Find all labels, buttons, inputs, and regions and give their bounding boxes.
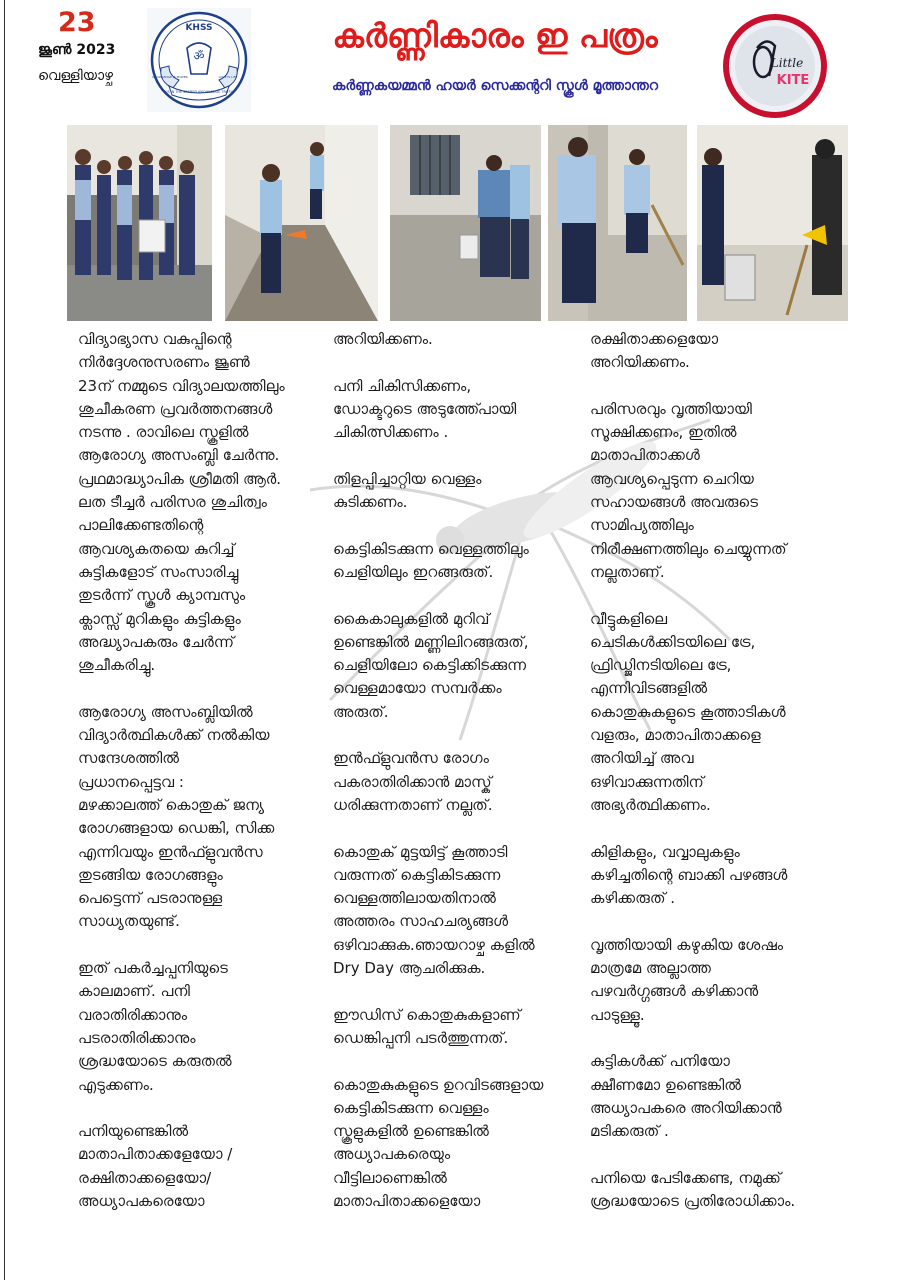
- article-line: അധ്യാപകരെയോ: [78, 1191, 205, 1210]
- article-line: ചെളിയിലോ കെട്ടിക്കിടക്കുന്ന: [333, 656, 527, 675]
- article-line: ചെളിയിലും ഇറങ്ങരുത്.: [333, 562, 494, 581]
- article-line: മാതാപിതാക്കളെയോ: [333, 1191, 481, 1210]
- article-line: ആവശ്യപ്പെടുന്ന ചെറിയ: [590, 469, 754, 488]
- article-line: അത്തരം സാഹചര്യങ്ങൾ: [333, 912, 509, 931]
- article-line: നടന്നു . രാവിലെ സ്കൂളിൽ: [78, 423, 249, 442]
- article-line: രോഗങ്ങളായ ഡെങ്കി, സിക്ക: [78, 819, 275, 838]
- article-column-1: [78, 328, 308, 1237]
- photo-assembly: [67, 125, 212, 321]
- photo-sweeping-corridor: [225, 125, 378, 321]
- article-line: പ്രധാനപ്പെട്ടവ :: [78, 772, 184, 791]
- article-line: കൊതുകുകളുടെ ഉറവിടങ്ങളായ: [333, 1075, 544, 1094]
- article-paragraph: [590, 934, 835, 1027]
- article-line: ഒഴിവാക്കുക.ഞായറാഴ്ച കളിൽ: [333, 935, 535, 954]
- article-line: കെട്ടികിടക്കുന്ന വെള്ളത്തിലും: [333, 539, 529, 558]
- article-line: ശ്രദ്ധയോടെ പ്രതിരോധിക്കാം.: [590, 1191, 796, 1210]
- article-line: ശുചീകരണ പ്രവർത്തനങ്ങൾ: [78, 399, 273, 418]
- kite-logo-little: Little: [770, 56, 804, 70]
- article-line: രക്ഷിതാക്കളെയോ: [590, 330, 719, 348]
- article-line: പെട്ടെന്ന് പടരാനുള്ള: [78, 889, 223, 908]
- article-line: കിളികളും, വവ്വാലുകളും: [590, 842, 740, 861]
- little-kite-logo: [721, 12, 829, 120]
- article-line: ഇൻഫ്ളുവൻസ രോഗം: [333, 749, 489, 768]
- article-line: ഡെങ്കിപ്പനി പടർത്തുന്നത്.: [333, 1028, 509, 1047]
- article-line: പനി ചികിസിക്കണം,: [333, 376, 472, 395]
- article-line: പടരാതിരിക്കാനും: [78, 1028, 196, 1047]
- article-line: തുടർന്ന് സ്കൂൾ ക്യാമ്പസും: [78, 586, 246, 605]
- article-paragraph: [333, 608, 568, 724]
- article-line: അറിയിക്കണം.: [590, 353, 690, 372]
- article-paragraph: [78, 328, 308, 677]
- article-paragraph: [78, 701, 308, 934]
- article-line: പനിയുണ്ടെങ്കിൽ: [78, 1122, 189, 1141]
- photo-strip: [0, 125, 907, 321]
- article-line: Dry Day ആചരിക്കുക.: [333, 959, 486, 978]
- article-line: പഴവർഗ്ഗങ്ങൾ കഴിക്കാൻ: [590, 982, 759, 1001]
- article-line: വൃത്തിയായി കഴുകിയ ശേഷം: [590, 935, 784, 954]
- article-line: ഫ്രിഡ്ജിനടിയിലെ ട്രേ,: [590, 656, 732, 675]
- article-line: ഇത് പകർച്ചപ്പനിയുടെ: [78, 959, 228, 978]
- article-line: കുട്ടികളോട് സംസാരിച്ചു: [78, 562, 239, 581]
- article-line: വീട്ടിലാണെങ്കിൽ: [333, 1168, 447, 1187]
- article-line: കുട്ടികൾക്ക് പനിയോ: [590, 1052, 730, 1071]
- article-line: സാധ്യതയുണ്ട്.: [78, 912, 180, 931]
- article-line: പാലിക്കേണ്ടതിന്റെ: [78, 516, 204, 535]
- article-line: അധ്യാപകരെയും: [333, 1145, 451, 1164]
- article-paragraph: [590, 608, 835, 818]
- article-line: നല്ലതാണ്.: [590, 562, 665, 581]
- article-paragraph: [590, 328, 835, 375]
- article-line: പ്രഥമാദ്ധ്യാപിക ശ്രീമതി ആർ.: [78, 469, 282, 488]
- article-line: അധ്യാപകരെ അറിയിക്കാൻ: [590, 1098, 782, 1117]
- kite-logo-kite: KITE: [776, 73, 810, 88]
- article-paragraph: [333, 375, 568, 445]
- article-paragraph: [590, 841, 835, 911]
- article-line: ആരോഗ്യ അസംബ്ലി ചേർന്നു.: [78, 446, 280, 465]
- article-line: മടിക്കരുത് .: [590, 1122, 669, 1141]
- article-paragraph: [333, 328, 568, 351]
- article-line: പനിയെ പേടിക്കേണ്ട, നമുക്ക്: [590, 1168, 781, 1187]
- article-line: അറിയിക്കണം.: [333, 330, 433, 348]
- article-line: രക്ഷിതാക്കളെയോ/: [78, 1168, 212, 1187]
- article-line: മാത്രമേ അല്ലാത്ത: [590, 959, 711, 978]
- article-paragraph: [333, 1004, 568, 1051]
- school-logo-initials: KHSS: [185, 23, 213, 33]
- article-paragraph: [590, 1050, 835, 1143]
- article-line: കഴിക്കരുത് .: [590, 889, 676, 908]
- article-paragraph: [590, 1167, 835, 1214]
- article-line: ശുചീകരിച്ചു.: [78, 656, 156, 675]
- article-column-2: [333, 328, 568, 1237]
- issue-weekday: വെള്ളിയാഴ്ച: [38, 68, 113, 84]
- page-number: 23: [58, 7, 96, 38]
- article-line: ക്ഷീണമോ ഉണ്ടെങ്കിൽ: [590, 1075, 741, 1094]
- school-logo-right-ribbon: LOVE IS LIFE: [218, 75, 238, 79]
- article-paragraph: [333, 841, 568, 981]
- article-line: സഹായങ്ങൾ അവരുടെ: [590, 493, 758, 512]
- article-line: എടുക്കണം.: [78, 1075, 154, 1094]
- article-line: ഈഡിസ് കൊതുകുകളാണ്: [333, 1005, 521, 1024]
- article-line: പാടുള്ളൂ.: [590, 1005, 645, 1024]
- article-line: തുടങ്ങിയ രോഗങ്ങളും: [78, 865, 223, 884]
- article-line: നിരീക്ഷണത്തിലും ചെയ്യുന്നത്: [590, 539, 787, 558]
- article-line: എന്നിവിടങ്ങളിൽ: [590, 679, 708, 698]
- article-line: വീട്ടുകളിലെ: [590, 609, 668, 628]
- article-paragraph: [590, 398, 835, 584]
- article-line: കാലമാണ്. പനി: [78, 982, 190, 1001]
- article-line: ഉണ്ടെങ്കിൽ മണ്ണിലിറങ്ങരുത്,: [333, 632, 529, 651]
- article-line: വിദ്യാർത്ഥികൾക്ക് നൽകിയ: [78, 726, 270, 745]
- article-column-3: [590, 328, 835, 1237]
- article-line: കഴിച്ചതിന്റെ ബാക്കി പഴങ്ങൾ: [590, 865, 788, 884]
- photo-veranda-cleaning: [390, 125, 541, 321]
- article-line: മഴക്കാലത്ത് കൊതുക് ജന്യ: [78, 795, 264, 814]
- article-line: പരിസരവും വൃത്തിയായി: [590, 399, 752, 418]
- article-line: വെള്ളത്തിലായതിനാൽ: [333, 889, 496, 908]
- school-logo: [147, 8, 251, 112]
- newspaper-title: കർണ്ണികാരം ഇ പത്രം: [332, 16, 658, 55]
- article-line: ശ്രദ്ധയോടെ കരുതൽ: [78, 1052, 232, 1071]
- school-logo-motto: US IN THE SACRED KNOWLEDGE TRUTH: [165, 90, 233, 94]
- article-paragraph: [333, 747, 568, 817]
- article-line: വരാതിരിക്കാനും: [78, 1005, 188, 1024]
- school-name: കർണ്ണകയമ്മൻ ഹയർ സെക്കന്ററി സ്കൂൾ മൂത്താന്തറ: [332, 78, 658, 94]
- article-line: അറിയിച്ച് അവ: [590, 749, 694, 768]
- article-line: ലത ടീച്ചർ പരിസര ശുചിത്വം: [78, 493, 267, 512]
- article-line: അദ്ധ്യാപകരും ചേർന്ന്: [78, 632, 234, 651]
- article-line: തിളപ്പിച്ചാറ്റിയ വെള്ളം: [333, 469, 482, 488]
- article-line: നിർദ്ദേശനുസരണം ജൂൺ: [78, 353, 250, 372]
- article-line: അഭ്യർത്ഥിക്കണം.: [590, 795, 711, 814]
- photo-girls-cleaning: [697, 125, 848, 321]
- article-line: അരുത്.: [333, 702, 389, 721]
- article-line: കുടിക്കണം.: [333, 493, 408, 512]
- article-line: എന്നിവയും ഇൻഫ്ളുവൻസ: [78, 842, 263, 861]
- article-line: കൊതുക് മുട്ടയിട്ട് കൂത്താടി: [333, 842, 508, 861]
- article-line: വരുന്നത് കെട്ടികിടക്കുന്ന: [333, 865, 501, 884]
- article-line: മാതാപിതാക്കളേയോ /: [78, 1145, 233, 1164]
- school-logo-left-ribbon: KNOWLEDGE IS POWER: [152, 75, 188, 79]
- article-line: വളരും, മാതാപിതാക്കളെ: [590, 726, 761, 745]
- article-paragraph: [333, 1074, 568, 1214]
- article-line: ചെടികൾക്കിടയിലെ ട്രേ,: [590, 632, 756, 651]
- article-line: ഒഴിവാക്കുന്നതിന്: [590, 772, 704, 791]
- article-line: വെള്ളമായോ സമ്പർക്കം: [333, 679, 502, 698]
- article-line: ധരിക്കുന്നതാണ് നല്ലത്.: [333, 795, 493, 814]
- article-line: ആവശ്യകതയെ കുറിച്ച്: [78, 539, 235, 558]
- article-line: കെട്ടികിടക്കുന്ന വെള്ളം: [333, 1098, 489, 1117]
- article-paragraph: [78, 957, 308, 1097]
- article-line: സാമിപ്യത്തിലും: [590, 516, 694, 535]
- article-paragraph: [333, 538, 568, 585]
- article-line: വിദ്യാഭ്യാസ വകുപ്പിന്റെ: [78, 330, 232, 348]
- photo-classroom-sweeping: [548, 125, 687, 321]
- article-paragraph: [333, 468, 568, 515]
- article-line: 23ന് നമ്മുടെ വിദ്യാലയത്തിലും: [78, 376, 285, 395]
- article-line: ആരോഗ്യ അസംബ്ലിയിൽ: [78, 702, 253, 721]
- article-line: സ്കൂളുകളിൽ ഉണ്ടെങ്കിൽ: [333, 1122, 489, 1141]
- issue-month: ജൂൺ 2023: [38, 42, 116, 58]
- article-paragraph: [78, 1120, 308, 1213]
- svg-text:ॐ: ॐ: [193, 49, 205, 63]
- article-line: മാതാപിതാക്കൾ: [590, 446, 700, 465]
- article-line: കൈകാലുകളിൽ മുറിവ്: [333, 609, 490, 628]
- article-line: കൊതുകുകളുടെ കൂത്താടികൾ: [590, 702, 786, 721]
- date-block: [38, 8, 138, 84]
- article-line: സന്ദേശത്തിൽ: [78, 749, 179, 768]
- article-line: ഡോക്ടറുടെ അടുത്ത്പോയി: [333, 399, 517, 418]
- article-line: സൂക്ഷിക്കണം, ഇതിൽ: [590, 423, 737, 442]
- article-line: ക്ലാസ്സ് മുറികളും കുട്ടികളും: [78, 609, 241, 628]
- article-line: ചികിത്സിക്കണം .: [333, 423, 449, 442]
- article-line: പകരാതിരിക്കാൻ മാസ്ക്: [333, 772, 492, 791]
